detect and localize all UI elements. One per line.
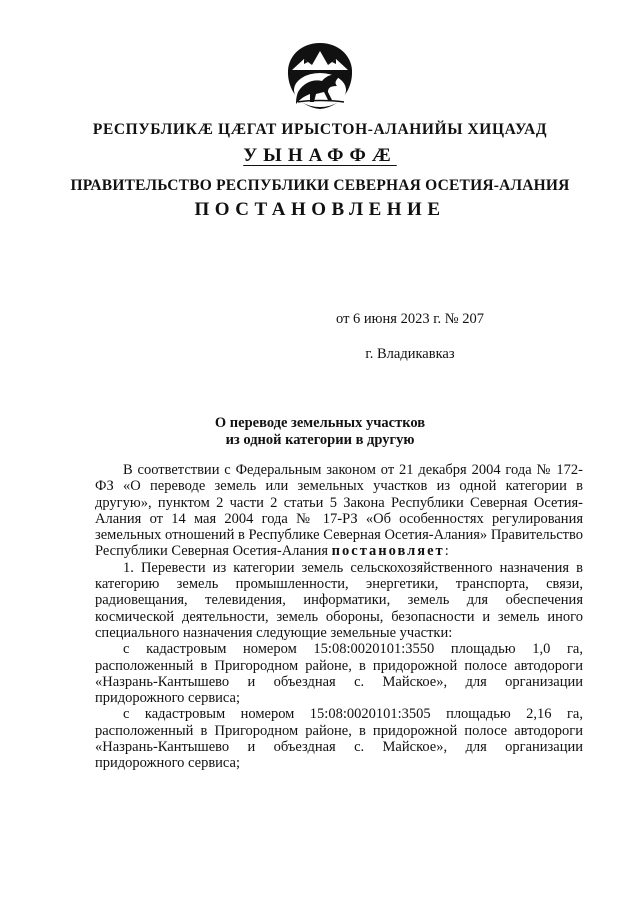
date-prefix: от [336,311,350,327]
coat-of-arms-icon [284,40,356,112]
resolves-word: постановляет [331,543,445,560]
document-title-line-2: из одной категории в другую [225,432,415,448]
republic-name-ossetian: РЕСПУБЛИКӔ ЦӔГАТ ИРЫСТОН-АЛАНИЙЫ ХИЦАУАД [92,121,548,138]
resolution-heading-ossetian: УЫНАФФӔ [243,145,397,166]
document-title-line-1: О переводе земельных участков [214,415,426,431]
date-line [180,311,640,328]
preamble-paragraph [95,462,583,560]
resolution-heading-russian: ПОСТАНОВЛЕНИЕ [194,199,446,220]
document-body [95,462,583,772]
land-plot-1-paragraph: с кадастровым номером 15:08:0020101:3550 площадью 1,0 га, расположенный в Пригородном районе, в придорожной полосе автодороги «Назрань-Кантышево и объездная с. Майское», для организации придорожного сервиса; [95,641,583,707]
document-number: 207 [462,311,484,327]
preamble-colon: : [444,543,449,560]
land-plot-2-paragraph: с кадастровым номером 15:08:0020101:3505 площадью 2,16 га, расположенный в Пригородном районе, в придорожной полосе автодороги «Назрань-Кантышево и объездная с. Майское», для организации придорожного сервиса; [95,706,583,772]
government-name-russian: ПРАВИТЕЛЬСТВО РЕСПУБЛИКИ СЕВЕРНАЯ ОСЕТИЯ-АЛАНИЯ [70,177,570,194]
document-date: 6 июня 2023 г. [353,311,442,327]
city-name: г. Владикавказ [365,346,455,362]
preamble-text: В соответствии с Федеральным законом от 21 декабря 2004 года № 172-ФЗ «О переводе земель или земельных участков из одной категории в другую», пунктом 2 части 2 статьи 5 Закона Республики Северная Осетия-Алания от 14 мая 2004 года № 17-РЗ «Об особенностях регулирования земельных отношений в Республике Северная Осетия-Алания» Правительство Республики Северная Осетия-Алания [95,462,583,560]
item-1-paragraph: 1. Перевести из категории земель сельскохозяйственного назначения в категорию земель промышленности, энергетики, транспорта, связи, радиовещания, телевидения, информатики, земель для обеспечения космической деятельности, земель обороны, безопасности и земель иного специального назначения следующие земельные участки: [95,559,583,641]
number-prefix: № [444,311,459,327]
